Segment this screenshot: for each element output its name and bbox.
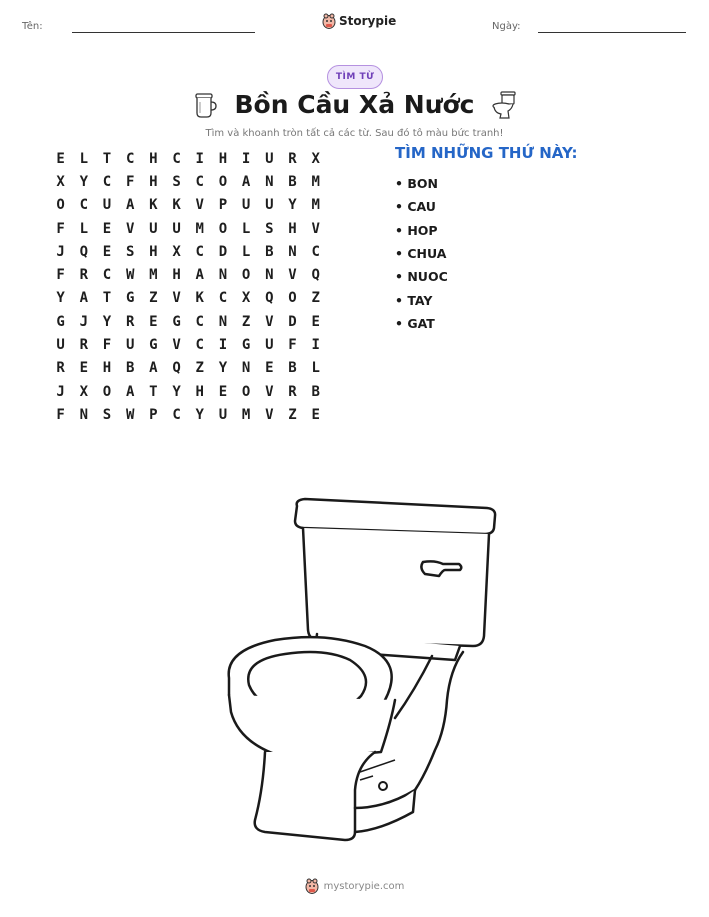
grid-cell[interactable]: B [265,243,274,260]
word-list-item: • TAY [395,292,433,308]
grid-cell[interactable]: U [265,150,274,167]
grid-row [49,287,327,310]
grid-cell[interactable]: A [125,383,135,400]
grid-cell[interactable]: A [125,197,135,214]
grid-row [49,380,327,403]
brand-name: Storypie [339,14,397,28]
grid-cell[interactable]: V [172,337,181,354]
grid-cell[interactable]: O [102,383,112,400]
grid-cell[interactable]: Y [172,383,181,400]
grid-cell[interactable]: O [241,267,251,284]
grid-cell[interactable]: G [56,313,65,330]
grid-cell[interactable]: S [125,243,135,260]
grid-cell[interactable]: E [218,383,228,400]
grid-cell[interactable]: U [265,337,274,354]
grid-cell[interactable]: M [241,406,251,423]
grid-cell[interactable]: Z [311,290,320,307]
grid-cell[interactable]: X [79,383,88,400]
grid-cell[interactable]: X [172,243,181,260]
grid-cell[interactable]: Z [288,406,297,423]
word-list-item: • CHUA [395,246,447,262]
grid-cell[interactable]: H [218,150,228,167]
grid-cell[interactable]: F [288,337,297,354]
grid-cell[interactable]: V [288,267,297,284]
grid-cell[interactable]: E [311,313,320,330]
grid-cell[interactable]: J [56,243,65,260]
date-line[interactable] [538,32,686,33]
grid-cell[interactable]: I [195,150,204,167]
grid-cell[interactable]: I [241,150,251,167]
page-title: Bồn Cầu Xả Nước [234,90,475,119]
grid-cell[interactable]: Y [79,173,88,190]
word-list-title: TÌM NHỮNG THỨ NÀY: [395,144,578,162]
grid-row [49,194,327,217]
grid-cell[interactable]: A [79,290,88,307]
grid-cell[interactable]: M [311,197,320,214]
grid-cell[interactable]: H [149,173,158,190]
grid-cell[interactable]: R [288,383,297,400]
grid-cell[interactable]: N [79,406,88,423]
grid-cell[interactable]: K [149,197,158,214]
toilet-tank-icon [192,91,218,119]
grid-cell[interactable]: C [311,243,320,260]
toilet-illustration[interactable] [205,490,505,860]
grid-cell[interactable]: O [241,383,251,400]
grid-cell[interactable]: L [311,360,320,377]
storypie-mascot-icon [305,878,319,894]
grid-cell[interactable]: Q [79,243,88,260]
grid-cell[interactable]: J [79,313,88,330]
grid-cell[interactable]: A [149,360,158,377]
grid-cell[interactable]: P [218,197,228,214]
word-list-item: • CAU [395,199,436,215]
grid-cell[interactable]: C [195,313,204,330]
grid-cell[interactable]: U [241,197,251,214]
word-list-item: • HOP [395,222,438,238]
grid-cell[interactable]: T [102,290,112,307]
word-list-item: • BON [395,176,438,192]
grid-cell[interactable]: B [311,383,320,400]
grid-cell[interactable]: H [102,360,112,377]
grid-cell[interactable]: O [218,173,228,190]
grid-cell[interactable]: H [149,243,158,260]
grid-row [49,310,327,333]
grid-cell[interactable]: R [56,360,65,377]
grid-cell[interactable]: T [149,383,158,400]
grid-cell[interactable]: E [265,360,274,377]
grid-cell[interactable]: N [218,267,228,284]
grid-cell[interactable]: N [218,313,228,330]
grid-cell[interactable]: H [149,150,158,167]
grid-cell[interactable]: R [288,150,297,167]
word-list-item: • GAT [395,315,435,331]
grid-cell[interactable]: N [288,243,297,260]
word-list-item: • NUOC [395,269,448,285]
grid-cell[interactable]: G [241,337,251,354]
grid-cell[interactable]: A [241,173,251,190]
grid-cell[interactable]: V [265,383,274,400]
grid-cell[interactable]: E [149,313,158,330]
grid-cell[interactable]: I [311,337,320,354]
grid-cell[interactable]: Q [172,360,181,377]
grid-cell[interactable]: R [79,267,88,284]
grid-row [49,147,327,170]
grid-cell[interactable]: W [125,267,135,284]
toilet-icon [491,91,517,119]
grid-cell[interactable]: Z [195,360,204,377]
grid-cell[interactable]: C [79,197,88,214]
word-search-grid[interactable] [49,147,327,427]
grid-cell[interactable]: L [79,220,88,237]
grid-row [49,263,327,286]
grid-cell[interactable]: V [311,220,320,237]
grid-cell[interactable]: C [172,406,181,423]
grid-row [49,217,327,240]
grid-row [49,403,327,426]
grid-cell[interactable]: T [102,150,112,167]
grid-cell[interactable]: U [102,197,112,214]
grid-cell[interactable]: V [265,313,274,330]
grid-cell[interactable]: C [195,337,204,354]
grid-cell[interactable]: V [172,290,181,307]
grid-cell[interactable]: D [218,243,228,260]
grid-cell[interactable]: F [56,406,65,423]
grid-cell[interactable]: P [149,406,158,423]
grid-cell[interactable]: G [149,337,158,354]
grid-cell[interactable]: Q [311,267,320,284]
grid-cell[interactable]: U [56,337,65,354]
grid-cell[interactable]: K [195,290,204,307]
grid-cell[interactable]: E [102,243,112,260]
date-label: Ngày: [492,21,521,32]
grid-cell[interactable]: U [149,220,158,237]
grid-cell[interactable]: N [265,173,274,190]
storypie-logo [322,13,396,29]
grid-cell[interactable]: X [241,290,251,307]
grid-cell[interactable]: V [265,406,274,423]
grid-row [49,240,327,263]
grid-cell[interactable]: V [195,197,204,214]
grid-cell[interactable]: U [218,406,228,423]
grid-cell[interactable]: C [218,290,228,307]
grid-cell[interactable]: F [56,267,65,284]
grid-cell[interactable]: Z [149,290,158,307]
grid-cell[interactable]: C [102,173,112,190]
grid-cell[interactable]: O [56,197,65,214]
grid-cell[interactable]: C [195,243,204,260]
grid-cell[interactable]: X [311,150,320,167]
footer [0,878,709,894]
grid-cell[interactable]: A [195,267,204,284]
category-badge: TÌM TỪ [327,65,383,89]
grid-row [49,170,327,193]
grid-cell[interactable]: E [102,220,112,237]
grid-cell[interactable]: F [56,220,65,237]
grid-cell[interactable]: Y [56,290,65,307]
title-row [0,90,709,119]
grid-cell[interactable]: E [79,360,88,377]
grid-cell[interactable]: R [79,337,88,354]
grid-cell[interactable]: N [265,267,274,284]
grid-row [49,357,327,380]
grid-cell[interactable]: C [125,150,135,167]
grid-cell[interactable]: W [125,406,135,423]
grid-cell[interactable]: G [172,313,181,330]
grid-cell[interactable]: G [125,290,135,307]
grid-cell[interactable]: C [195,173,204,190]
grid-cell[interactable]: Q [265,290,274,307]
grid-cell[interactable]: L [241,243,251,260]
word-list [395,144,578,335]
storypie-mascot-icon [322,13,336,29]
name-label: Tên: [22,21,43,32]
grid-cell[interactable]: O [218,220,228,237]
grid-cell[interactable]: H [172,267,181,284]
grid-cell[interactable]: Z [241,313,251,330]
grid-cell[interactable]: B [288,173,297,190]
grid-cell[interactable]: Y [218,360,228,377]
grid-cell[interactable]: U [172,220,181,237]
grid-cell[interactable]: B [288,360,297,377]
grid-cell[interactable]: Y [195,406,204,423]
grid-cell[interactable]: M [311,173,320,190]
grid-cell[interactable]: S [102,406,112,423]
grid-cell[interactable]: L [79,150,88,167]
grid-cell[interactable]: S [265,220,274,237]
grid-cell[interactable]: H [195,383,204,400]
grid-cell[interactable]: Y [102,313,112,330]
grid-cell[interactable]: F [125,173,135,190]
footer-url[interactable]: mystorypie.com [323,880,405,892]
grid-cell[interactable]: X [56,173,65,190]
grid-cell[interactable]: N [241,360,251,377]
grid-cell[interactable]: J [56,383,65,400]
grid-cell[interactable]: R [125,313,135,330]
name-line[interactable] [72,32,255,33]
grid-cell[interactable]: K [172,197,181,214]
grid-cell[interactable]: C [172,150,181,167]
grid-cell[interactable]: E [56,150,65,167]
grid-cell[interactable]: E [311,406,320,423]
grid-cell[interactable]: Y [288,197,297,214]
grid-cell[interactable]: D [288,313,297,330]
grid-cell[interactable]: F [102,337,112,354]
grid-cell[interactable]: U [125,337,135,354]
grid-cell[interactable]: L [241,220,251,237]
grid-cell[interactable]: I [218,337,228,354]
grid-cell[interactable]: U [265,197,274,214]
grid-cell[interactable]: B [125,360,135,377]
grid-cell[interactable]: V [125,220,135,237]
grid-cell[interactable]: C [102,267,112,284]
instructions: Tìm và khoanh tròn tất cả các từ. Sau đó tô màu bức tranh! [205,128,504,139]
grid-cell[interactable]: O [288,290,297,307]
grid-cell[interactable]: H [288,220,297,237]
grid-cell[interactable]: S [172,173,181,190]
grid-cell[interactable]: M [195,220,204,237]
grid-cell[interactable]: M [149,267,158,284]
grid-row [49,333,327,356]
